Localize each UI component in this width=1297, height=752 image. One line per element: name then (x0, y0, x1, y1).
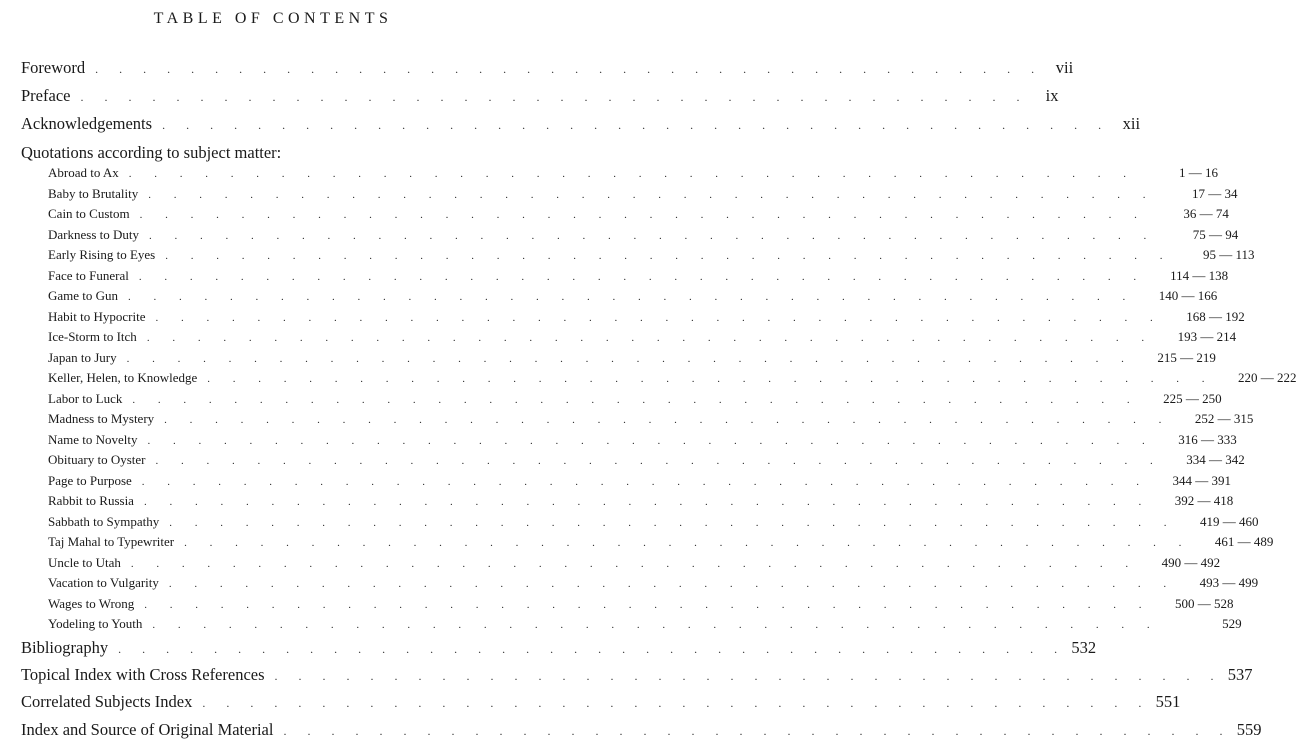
toc-entry (21, 692, 1181, 712)
toc-entry-page: 225 — 250 (1163, 390, 1222, 406)
dot-leader: . . . . . . . . . . . . . . . . . . . . . . . . . . . . . . . . . . . . . . . . (146, 332, 1155, 344)
toc-entry (48, 165, 1219, 181)
toc-entry-page: 95 — 113 (1202, 247, 1255, 262)
toc-entry-label: Abroad to Ax (48, 165, 119, 180)
toc-entry-page: xii (1122, 114, 1141, 133)
toc-entry-label: Labor to Luck (48, 390, 123, 406)
toc-entry-page: 215 — 219 (1157, 349, 1216, 365)
toc-entry-page: 17 — 34 (1192, 185, 1238, 201)
toc-entry-page: 461 — 489 (1214, 534, 1274, 549)
toc-entry-label: Darkness to Duty (48, 226, 139, 242)
toc-entry-label: Keller, Helen, to Knowledge (48, 370, 198, 385)
dot-leader: . . . . . . . . . . . . . . . . . . . . . . . . . . . . . . . . . . . . . . . . (147, 434, 1155, 447)
toc-entry-label: Madness to Mystery (48, 411, 155, 426)
toc-entry (48, 575, 1259, 591)
toc-entry-label: Correlated Subjects Index (21, 692, 193, 711)
toc-entry-page: 551 (1155, 692, 1181, 711)
toc-entry-page: 490 — 492 (1161, 554, 1221, 570)
toc-entry-label: Name to Novelty (48, 431, 138, 447)
toc-entry-page: 114 — 138 (1170, 267, 1229, 283)
toc-entry-label: Obituary to Oyster (48, 452, 146, 467)
toc-entry-label: Rabbit to Russia (48, 493, 134, 508)
toc-entry (48, 452, 1245, 468)
dot-leader: . . . . . . . . . . . . . . . . . . . . . . . . . . . . . . . . . . . . . . . . (132, 393, 1140, 406)
dot-leader: . . . . . . . . . . . . . . . . . . . . . . . . . . . . . . . . . . . . . . . . (126, 352, 1134, 365)
toc-entry-label: Face to Funeral (48, 267, 129, 283)
toc-entry-page: 529 (1222, 616, 1242, 631)
toc-entry-page: 140 — 166 (1158, 288, 1218, 303)
quotations-heading: Quotations according to subject matter: (21, 143, 282, 162)
toc-entry-page: 75 — 94 (1192, 226, 1239, 242)
toc-entry-label: Uncle to Utah (48, 554, 121, 570)
toc-entry-label: Japan to Jury (48, 349, 117, 365)
toc-entry-page: vii (1055, 58, 1074, 77)
toc-entry-page: 1 — 16 (1179, 165, 1219, 180)
toc-entry (48, 288, 1218, 304)
toc-entry-label: Baby to Brutality (48, 185, 139, 201)
toc-entry-page: 168 — 192 (1186, 308, 1245, 324)
dot-leader: . . . . . . . . . . . . . . . . . . . . . . . . . . . . . . . . . . . . . . . . (130, 557, 1139, 570)
toc-entry-label: Sabbath to Sympathy (48, 513, 160, 529)
toc-entry-label: Topical Index with Cross References (21, 665, 265, 684)
toc-entry-label: Early Rising to Eyes (48, 247, 156, 262)
dot-leader: . . . . . . . . . . . . . . . . . . . . . . . . . . . . . . . . . . . . . . . . (155, 455, 1163, 467)
toc-entry-page: ix (1045, 86, 1059, 105)
toc-entry-page: 500 — 528 (1175, 595, 1234, 611)
toc-entry-label: Ice-Storm to Itch (48, 329, 137, 344)
dot-leader: . . . . . . . . . . . . . . . . . . . . . . . . . . . . . . . . . . . . . . . . (162, 118, 1111, 132)
dot-leader: . . . . . . . . . . . . . . . . . . . . . . . . . . . . . . . . . . . . . . . . (143, 496, 1152, 508)
toc-entry (48, 329, 1237, 345)
toc-entry-label: Wages to Wrong (48, 595, 135, 611)
toc-entry-label: Index and Source of Original Material (21, 720, 274, 739)
toc-entry-label: Bibliography (21, 638, 109, 657)
dot-leader: . . . . . . . . . . . . . . . . . . . . . . . . . . . . . . . . . . . . . . . . (168, 578, 1177, 590)
toc-entry-label: Game to Gun (48, 288, 119, 303)
toc-entry-label: Taj Mahal to Typewriter (48, 534, 175, 549)
dot-leader: . . . . . . . . . . . . . . . . . . . . . . . . . . . . . . . . . . . . . . . . (165, 250, 1173, 262)
toc-entry (48, 554, 1221, 571)
toc-entry (48, 308, 1245, 325)
toc-entry-label: Habit to Hypocrite (48, 308, 146, 324)
dot-leader: . . . . . . . . . . . . . . . . . . . . . . . . . . . . . . . . . . . . . . . . (184, 537, 1192, 549)
toc-entry-label: Page to Purpose (48, 472, 132, 488)
toc-entry (48, 411, 1254, 427)
dot-leader: . . . . . . . . . . . . . . . . . . . . . . . . . . . . . . . . . . . . . . . . (95, 62, 1044, 76)
dot-leader: . . . . . . . . . . . . . . . . . . . . . . . . . . . . . . . . . . . . . . . . (152, 619, 1160, 631)
dot-leader: . . . . . . . . . . . . . . . . . . . . . . . . . . . . . . . . . . . . . . . . (139, 209, 1147, 221)
toc-entry (21, 638, 1097, 658)
dot-leader: . . . . . . . . . . . . . . . . . . . . . . . . . . . . . . . . . . . . . . . . (283, 724, 1232, 738)
dot-leader: . . . . . . . . . . . . . . . . . . . . . . . . . . . . . . . . . . . . . . . . (148, 188, 1156, 201)
dot-leader: . . . . . . . . . . . . . . . . . . . . . . . . . . . . . . . . . . . . . . . . (274, 669, 1223, 683)
dot-leader: . . . . . . . . . . . . . . . . . . . . . . . . . . . . . . . . . . . . . . . . (141, 475, 1150, 488)
toc-entry (48, 185, 1238, 202)
toc-entry (48, 370, 1297, 386)
dot-leader: . . . . . . . . . . . . . . . . . . . . . . . . . . . . . . . . . . . . . . . . (118, 642, 1067, 656)
toc-entry (48, 616, 1242, 632)
toc-entry-page: 537 (1227, 665, 1253, 684)
toc-entry-page: 334 — 342 (1186, 452, 1245, 467)
toc-entry (48, 267, 1229, 284)
toc-entry-label: Yodeling to Youth (48, 616, 143, 631)
toc-entry (48, 390, 1222, 407)
dot-leader: . . . . . . . . . . . . . . . . . . . . . . . . . . . . . . . . . . . . . . . . (144, 598, 1152, 611)
dot-leader: . . . . . . . . . . . . . . . . . . . . . . . . . . . . . . . . . . . . . . . . (80, 90, 1029, 104)
toc-entry (21, 665, 1253, 685)
toc-entry-page: 316 — 333 (1178, 431, 1237, 447)
toc-entry (48, 206, 1229, 222)
toc-entry-page: 392 — 418 (1174, 493, 1234, 508)
dot-leader: . . . . . . . . . . . . . . . . . . . . . . . . . . . . . . . . . . . . . . . . (164, 414, 1172, 426)
toc-entry-page: 344 — 391 (1172, 472, 1232, 488)
toc-entry (48, 472, 1232, 489)
toc-entry (48, 513, 1259, 530)
dot-leader: . . . . . . . . . . . . . . . . . . . . . . . . . . . . . . . . . . . . . . . . (128, 168, 1137, 180)
toc-entry-page: 559 (1236, 720, 1262, 739)
toc-entry-label: Preface (21, 86, 71, 105)
toc-entry-page: 220 — 222 (1238, 370, 1297, 385)
toc-entry (21, 86, 1059, 106)
dot-leader: . . . . . . . . . . . . . . . . . . . . . . . . . . . . . . . . . . . . . . . . (202, 696, 1151, 710)
toc-entry (48, 595, 1234, 612)
toc-entry-page: 493 — 499 (1199, 575, 1259, 590)
toc-entry (48, 493, 1234, 509)
dot-leader: . . . . . . . . . . . . . . . . . . . . . . . . . . . . . . . . . . . . . . . . (128, 291, 1136, 303)
toc-entry (48, 534, 1274, 550)
page-title: TABLE OF CONTENTS (153, 10, 393, 27)
dot-leader: . . . . . . . . . . . . . . . . . . . . . . . . . . . . . . . . . . . . . . . . (138, 270, 1147, 283)
dot-leader: . . . . . . . . . . . . . . . . . . . . . . . . . . . . . . . . . . . . . . . . (169, 516, 1177, 529)
toc-entry-label: Cain to Custom (48, 206, 130, 221)
dot-leader: . . . . . . . . . . . . . . . . . . . . . . . . . . . . . . . . . . . . . . . . (149, 229, 1157, 242)
toc-entry (21, 114, 1141, 134)
toc-entry-page: 193 — 214 (1177, 329, 1237, 344)
toc-entry-page: 36 — 74 (1183, 206, 1229, 221)
toc-entry-page: 532 (1071, 638, 1097, 657)
toc-entry (48, 226, 1239, 243)
toc-entry (48, 247, 1255, 263)
toc-entry-label: Foreword (21, 58, 86, 77)
toc-entry-page: 419 — 460 (1199, 513, 1259, 529)
toc-entry (21, 720, 1262, 740)
dot-leader: . . . . . . . . . . . . . . . . . . . . . . . . . . . . . . . . . . . . . . . . (155, 311, 1163, 324)
toc-entry-label: Vacation to Vulgarity (48, 575, 159, 590)
toc-entry (48, 431, 1237, 448)
toc-entry-label: Acknowledgements (21, 114, 153, 133)
toc-entry (21, 58, 1074, 78)
toc-entry (48, 349, 1216, 366)
toc-entry-page: 252 — 315 (1194, 411, 1254, 426)
dot-leader: . . . . . . . . . . . . . . . . . . . . . . . . . . . . . . . . . . . . . . . . (207, 373, 1215, 385)
